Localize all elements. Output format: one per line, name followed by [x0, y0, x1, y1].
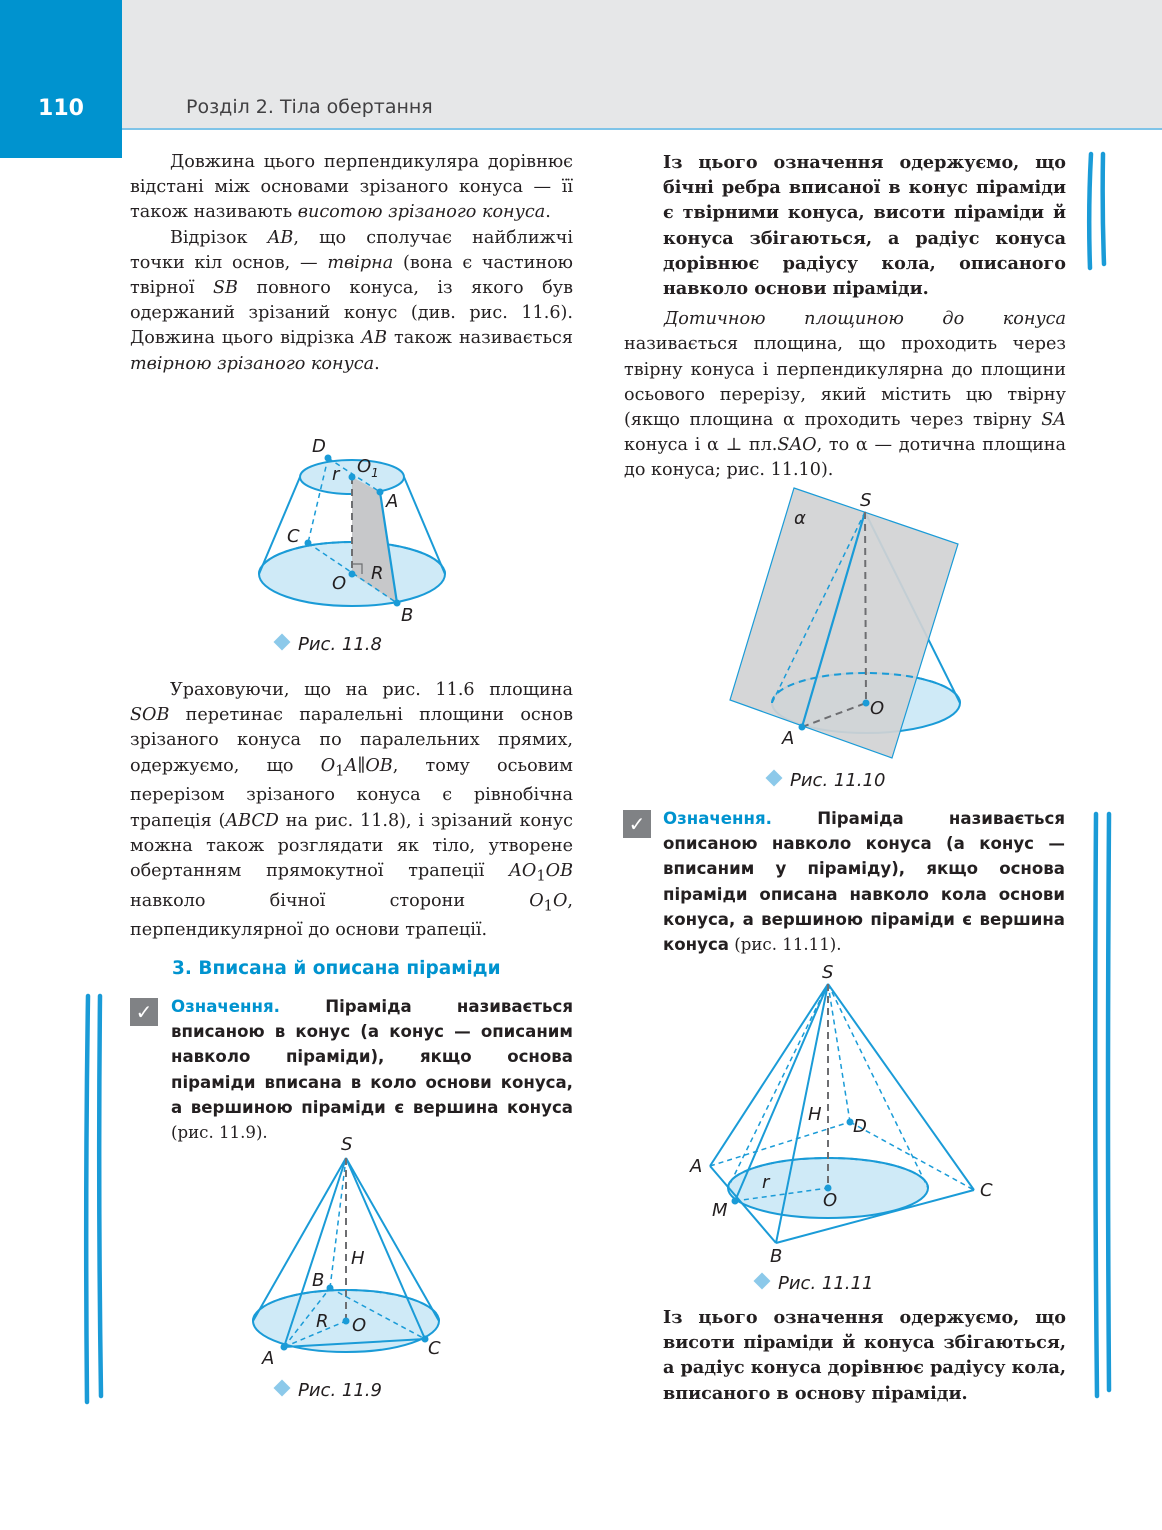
- paragraph-inscribed-consequence: Із цього означення одержуємо, що бічні ребра вписаної в конус піраміди є твірними конуса, висоти піраміди й конуса збігаються, а радіус конуса дорівнює радіусу кола, описаного навколо основи піраміди.: [663, 152, 1066, 300]
- caption-diamond-icon: [766, 770, 783, 787]
- label-C: C: [980, 1180, 993, 1201]
- label-B: B: [312, 1270, 325, 1291]
- label-C: C: [287, 526, 300, 547]
- definition-circumscribed-pyramid: Означення. Піраміда називається описаною навколо конуса (а конус — вписаним у піраміду), якщо основа піраміди описана навколо кола основи конуса, а вершиною піраміди є вершина конуса (рис. 11.11).: [663, 809, 1065, 955]
- paragraph-axial-section: Ураховуючи, що на рис. 11.6 площина SOB перетинає паралельні площини основ зрізаного конуса по паралельних прямих, одержуємо, що $O_1A\parallel OB$, тому осьовим перерізом зрізаного конуса є рівнобічна трапеція (ABCD на рис. 11.8), і зрізаний конус можна також розглядати як тіло, утворене обертанням прямокутної трапеції $AO_1OB$ навколо бічної сторони $O_1O$, перпендикулярної до основи трапеції.: [130, 680, 574, 941]
- definition-check-icon: ✓: [623, 810, 651, 838]
- label-D: D: [853, 1116, 867, 1137]
- caption-diamond-icon: [754, 1273, 771, 1290]
- section-title: 3. Вписана й описана піраміди: [172, 958, 501, 979]
- label-M: M: [712, 1200, 728, 1221]
- figure-11-8: [240, 430, 470, 630]
- label-B: B: [401, 605, 414, 626]
- paragraph-frustum-height: Довжина цього перпендикуляра дорівнює відстані між основами зрізаного конуса — її також називають висотою зрізаного конуса.: [130, 152, 573, 223]
- label-O: O: [870, 698, 885, 719]
- label-r: r: [332, 464, 340, 485]
- label-O: O: [332, 573, 347, 594]
- left-text-top: [130, 150, 573, 377]
- figure-11-9: [246, 1128, 456, 1373]
- paragraph-tangent-plane: Дотичною площиною до конуса називається площина, що проходить через твірну конуса і перпендикулярна до площини осьового перерізу, який містить цю твірну (якщо площина α проходить через твірну SA конуса і α ⊥ пл.SAO, то α — дотична площина до конуса; рис. 11.10).: [624, 309, 1067, 481]
- right-text-bottom: [663, 1305, 1066, 1406]
- header-divider: [122, 128, 1162, 130]
- caption-diamond-icon: [274, 1380, 291, 1397]
- chapter-title: Розділ 2. Тіла обертання: [186, 96, 433, 118]
- definition-inscribed-pyramid: Означення. Піраміда називається вписаною в конус (а конус — описаним навколо піраміди), якщо основа піраміди вписана в коло основи конуса, а вершиною піраміди є вершина конуса (рис. 11.9).: [171, 997, 573, 1143]
- label-A: A: [782, 728, 795, 749]
- caption-11-11: Рис. 11.11: [756, 1273, 873, 1294]
- label-alpha: α: [794, 508, 806, 529]
- label-H: H: [808, 1104, 822, 1125]
- label-O1: $O_1$: [357, 456, 379, 480]
- label-R: R: [371, 563, 384, 584]
- paragraph-circumscribed-consequence: Із цього означення одержуємо, що висоти піраміди й конуса збігаються, а радіус конуса дорівнює радіусу кола, вписаного в основу піраміди.: [663, 1307, 1066, 1404]
- margin-bars-right-top: [1084, 150, 1110, 272]
- caption-11-9: Рис. 11.9: [276, 1380, 382, 1401]
- definition-check-icon: ✓: [130, 998, 158, 1026]
- page-number: 110: [38, 96, 84, 121]
- label-S: S: [822, 962, 834, 983]
- label-O: O: [352, 1315, 367, 1336]
- margin-bars-right-bottom: [1090, 810, 1116, 1400]
- label-A: A: [690, 1156, 703, 1177]
- caption-11-10: Рис. 11.10: [768, 770, 885, 791]
- margin-bars-left: [82, 992, 108, 1406]
- right-text-top: [624, 150, 1066, 484]
- label-R: R: [316, 1311, 329, 1332]
- paragraph-frustum-generatrix: Відрізок AB, що сполучає найближчі точки кіл основ, — твірна (вона є частиною твірної SB повного конуса, із якого був одержаний зрізаний конус (див. рис. 11.6). Довжина цього відрізка AB також називається твірною зрізаного конуса.: [130, 227, 574, 374]
- figure-11-11: [680, 960, 1010, 1266]
- label-B: B: [770, 1246, 783, 1266]
- caption-11-8: Рис. 11.8: [276, 634, 382, 655]
- label-S: S: [860, 490, 872, 511]
- page-number-tab: [0, 0, 122, 158]
- caption-diamond-icon: [274, 634, 291, 651]
- header-band: [0, 0, 1162, 128]
- label-D: D: [312, 436, 326, 457]
- figure-11-10: [720, 482, 970, 764]
- left-text-middle: [130, 678, 573, 944]
- label-C: C: [428, 1338, 441, 1359]
- label-O: O: [823, 1190, 838, 1211]
- label-A: A: [262, 1348, 275, 1369]
- label-S: S: [341, 1134, 353, 1155]
- label-r: r: [762, 1172, 770, 1193]
- label-A: A: [386, 491, 399, 512]
- label-H: H: [351, 1248, 365, 1269]
